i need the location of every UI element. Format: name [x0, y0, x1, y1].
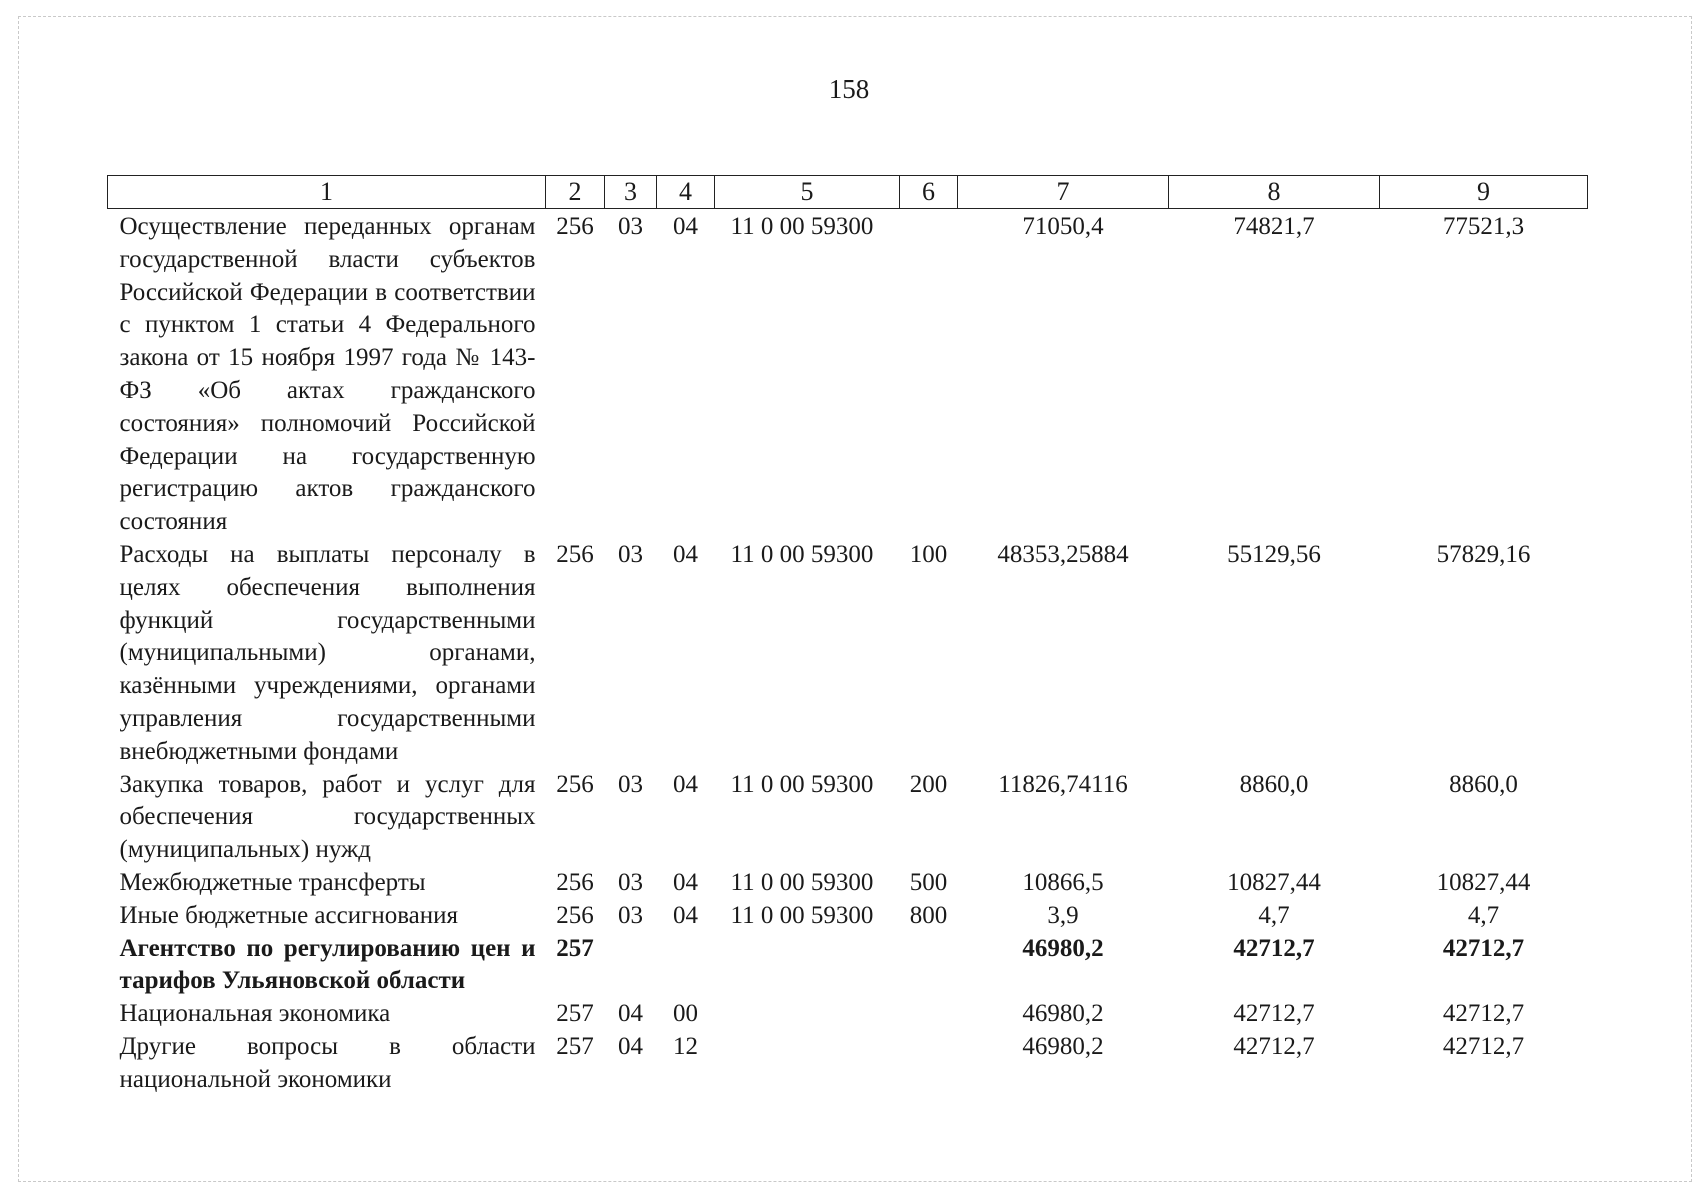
amount-year-3: 8860,0 — [1449, 770, 1518, 798]
table-row — [108, 1031, 1588, 1097]
expense-type-code: 200 — [909, 770, 948, 798]
ved-code: 256 — [556, 901, 594, 929]
table-row — [108, 867, 1588, 900]
header-col-9: 9 — [1380, 176, 1588, 209]
section-code: 03 — [618, 901, 643, 929]
table-row — [108, 769, 1588, 867]
subsection-code: 04 — [673, 540, 698, 568]
section-code: 04 — [618, 1032, 643, 1060]
table-row — [108, 209, 1588, 539]
budget-table-container — [107, 175, 1587, 1097]
expense-type-code: 500 — [909, 868, 948, 896]
target-article-code — [715, 933, 900, 999]
page-number: 158 — [828, 74, 870, 104]
subsection-code: 04 — [673, 901, 698, 929]
amount-year-1: 10866,5 — [1022, 868, 1104, 896]
amount-year-1: 46980,2 — [1022, 1000, 1104, 1028]
amount-year-2: 74821,7 — [1233, 213, 1315, 240]
subsection-code: 12 — [673, 1032, 698, 1060]
row-name: Осуществление переданных органам государственной власти субъектов Российской Федерации в соответствии с пунктом 1 статьи 4 Федерального закона от 15 ноября 1997 года № 143-ФЗ «Об актах гражданского состояния» полномочий Российской Федерации на государственную регистрацию актов гражданского состояния — [119, 213, 536, 536]
section-code: 04 — [618, 1000, 643, 1028]
header-col-2: 2 — [546, 176, 605, 209]
subsection-code: 04 — [673, 770, 698, 798]
subsection-code — [657, 933, 715, 999]
header-row — [108, 176, 1588, 209]
section-code: 03 — [618, 540, 643, 568]
table-row-agency — [108, 933, 1588, 999]
subsection-code: 00 — [673, 1000, 698, 1028]
target-article-code: 11 0 00 59300 — [730, 868, 874, 896]
target-article-code: 11 0 00 59300 — [730, 540, 874, 568]
table-row — [108, 539, 1588, 769]
amount-year-2: 42712,7 — [1233, 1000, 1315, 1028]
expense-type-code: 800 — [909, 901, 948, 929]
amount-year-1: 48353,25884 — [997, 540, 1129, 568]
amount-year-2: 8860,0 — [1239, 770, 1309, 798]
expense-type-code — [900, 998, 958, 1031]
ved-code: 256 — [556, 770, 594, 798]
row-name: Агентство по регулированию цен и тарифов Ульяновской области — [119, 934, 536, 995]
amount-year-1: 71050,4 — [1022, 213, 1104, 240]
amount-year-3: 42712,7 — [1442, 1000, 1525, 1028]
table-row — [108, 900, 1588, 933]
section-code: 03 — [618, 213, 643, 240]
amount-year-3: 57829,16 — [1436, 540, 1531, 568]
ved-code: 256 — [556, 868, 594, 896]
expense-type-code — [900, 209, 958, 539]
amount-year-2: 55129,56 — [1227, 540, 1321, 568]
subsection-code: 04 — [673, 868, 698, 896]
amount-year-1: 11826,74116 — [998, 770, 1128, 798]
amount-year-2: 42712,7 — [1233, 934, 1315, 962]
amount-year-1: 3,9 — [1047, 901, 1079, 929]
header-col-1: 1 — [108, 176, 546, 209]
amount-year-3: 4,7 — [1467, 901, 1500, 929]
section-code: 03 — [618, 770, 643, 798]
row-name: Другие вопросы в области национальной экономики — [119, 1032, 536, 1093]
target-article-code: 11 0 00 59300 — [730, 770, 874, 798]
header-col-5: 5 — [715, 176, 900, 209]
ved-code: 256 — [556, 540, 594, 568]
subsection-code: 04 — [673, 213, 698, 240]
section-code — [605, 933, 657, 999]
header-col-7: 7 — [958, 176, 1169, 209]
budget-table — [107, 175, 1588, 1097]
header-col-4: 4 — [657, 176, 715, 209]
expense-type-code — [900, 1031, 958, 1097]
amount-year-1: 46980,2 — [1022, 934, 1104, 962]
ved-code: 257 — [556, 934, 594, 962]
ved-code: 257 — [556, 1000, 594, 1028]
ved-code: 257 — [556, 1032, 594, 1060]
section-code: 03 — [618, 868, 643, 896]
target-article-code: 11 0 00 59300 — [730, 213, 874, 240]
amount-year-3: 42712,7 — [1442, 1032, 1525, 1060]
expense-type-code — [900, 933, 958, 999]
amount-year-3: 42712,7 — [1442, 934, 1525, 962]
header-col-8: 8 — [1169, 176, 1380, 209]
table-row — [108, 998, 1588, 1031]
row-name: Закупка товаров, работ и услуг для обеспечения государственных (муниципальных) нужд — [119, 770, 536, 864]
header-col-3: 3 — [605, 176, 657, 209]
row-name: Национальная экономика — [119, 1000, 391, 1028]
ved-code: 256 — [556, 213, 594, 240]
row-name: Межбюджетные трансферты — [119, 868, 426, 896]
amount-year-3: 77521,3 — [1442, 213, 1525, 240]
target-article-code — [715, 1031, 900, 1097]
amount-year-2: 10827,44 — [1227, 868, 1321, 896]
amount-year-3: 10827,44 — [1436, 868, 1531, 896]
expense-type-code: 100 — [909, 540, 948, 568]
amount-year-1: 46980,2 — [1022, 1032, 1104, 1060]
target-article-code — [715, 998, 900, 1031]
header-col-6: 6 — [900, 176, 958, 209]
row-name: Расходы на выплаты персоналу в целях обеспечения выполнения функций государственными (муниципальными) органами, казёнными учреждениями, органами управления государственными внебюджетными фондами — [119, 540, 536, 765]
target-article-code: 11 0 00 59300 — [730, 901, 874, 929]
amount-year-2: 4,7 — [1258, 901, 1290, 929]
row-name: Иные бюджетные ассигнования — [119, 901, 459, 929]
table-body — [108, 209, 1588, 1097]
amount-year-2: 42712,7 — [1233, 1032, 1315, 1060]
